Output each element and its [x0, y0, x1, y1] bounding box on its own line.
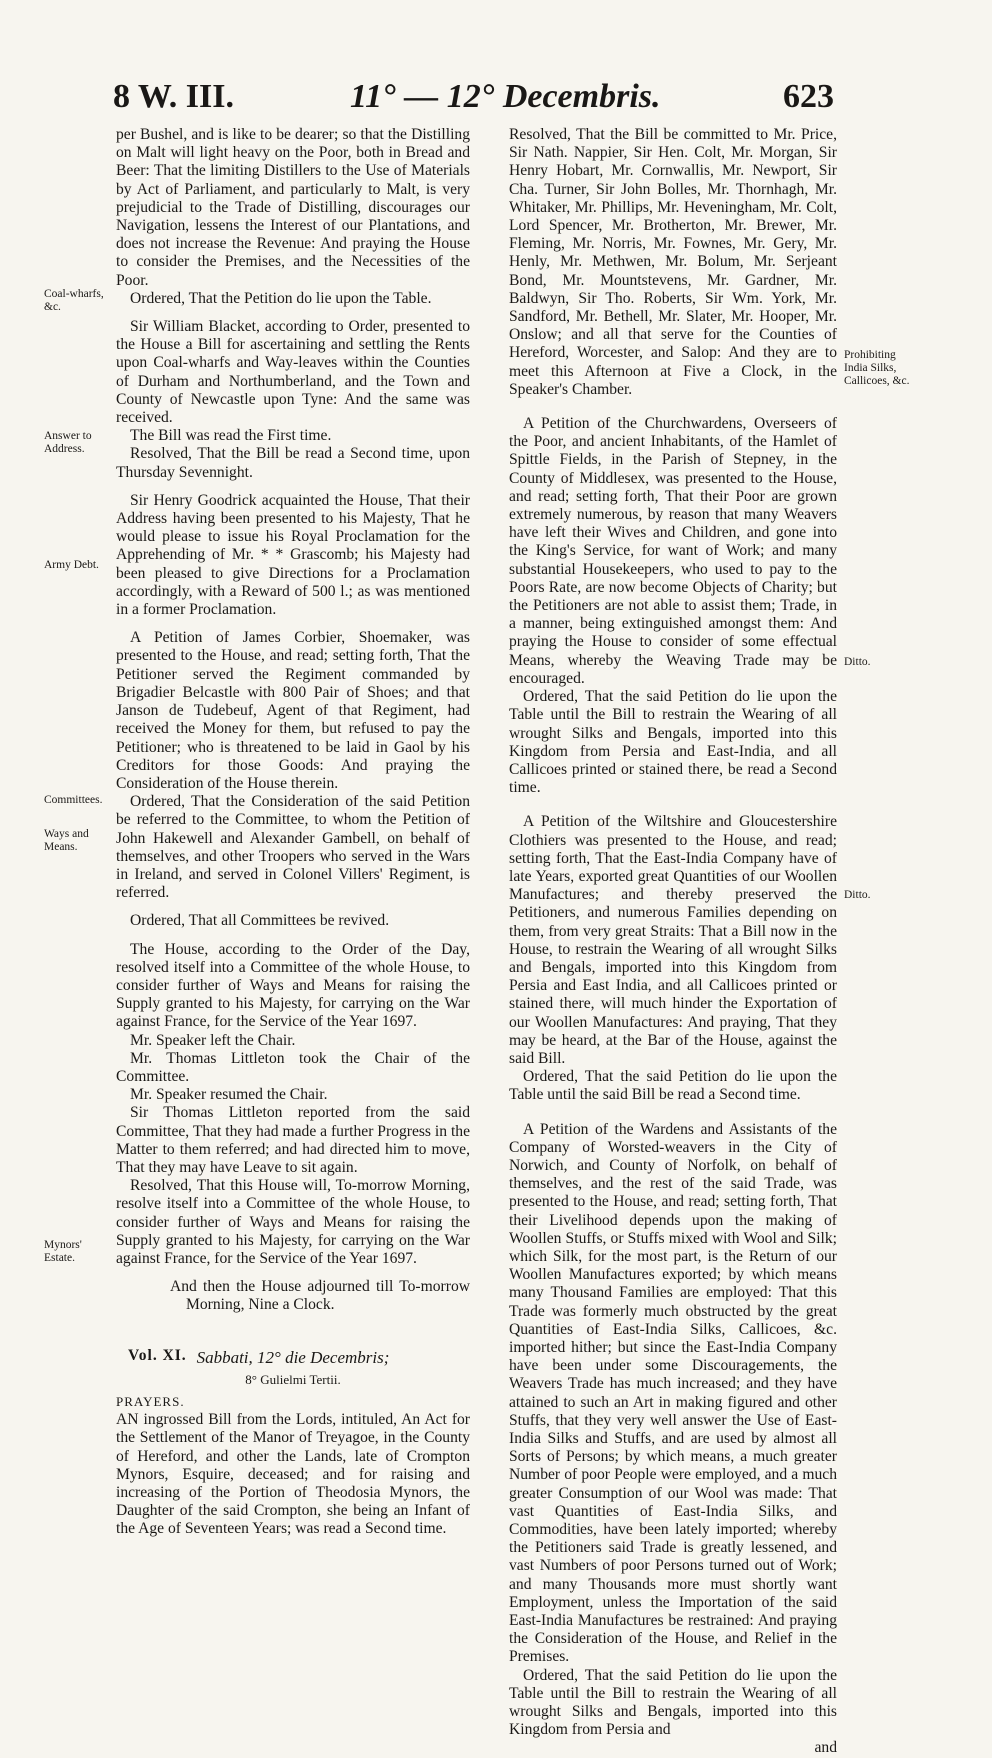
paragraph: Mr. Thomas Littleton took the Chair of the Committee. [116, 1049, 470, 1085]
paragraph: Ordered, That all Committees be revived. [130, 912, 390, 930]
paragraph: Mr. Speaker left the Chair. [130, 1031, 296, 1049]
paragraph: per Bushel, and is like to be dearer; so that the Distilling on Malt will light heavy on the Poor, both in Bread and Beer: That the limiting Distillers to the Use of Materials by Act of Parliament, and particularly to Malt, is very prejudicial to the Trade of Distilling, discourages our Navigation, lessens the Interest of our Plantations, and does not increase the Revenue: And praying the House to consider the Premises, and the Necessities of the Poor. [116, 126, 470, 289]
margin-note-ditto-1: Ditto. [844, 656, 871, 668]
right-column [509, 126, 837, 1758]
margin-note-army-debt: Army Debt. [44, 559, 99, 571]
date-heading: 11° — 12° Decembris. [350, 78, 661, 115]
catchword: and [814, 1739, 837, 1757]
paragraph: Sir William Blacket, according to Order, presented to the House a Bill for ascertaining and settling the Rents upon Coal-wharfs and Way-leaves within the Counties of Durham and Northumberland, and the Town and County of Newcastle upon Tyne: And the same was received. [116, 318, 470, 427]
paragraph: The Bill was read the First time. [130, 427, 332, 445]
margin-note-mynors-estate: Mynors' Estate. [44, 1239, 82, 1264]
paragraph: Resolved, That this House will, To-morrow Morning, resolve itself into a Committee of the whole House, to consider further of Ways and Means for raising the Supply granted to his Majesty, for carrying on the War against France, for the Service of the Year 1697. [116, 1177, 470, 1267]
adjournment: And then the House adjourned till To-morrow Morning, Nine a Clock. [170, 1278, 470, 1314]
regnal-subheading: 8° Gulielmi Tertii. [245, 1371, 341, 1387]
paragraph: Sir Henry Goodrick acquainted the House, That their Address having been presented to his Majesty, That he would please to issue his Royal Proclamation for the Apprehending of Mr. * * Grascomb; his Majesty had been pleased to give Directions for a Proclamation accordingly, with a Reward of 500 l.; as was mentioned in a former Proclamation. [116, 491, 470, 619]
left-column [116, 126, 470, 1539]
prayers-label: PRAYERS. [116, 1394, 185, 1409]
paragraph: Ordered, That the said Petition do lie upon the Table until the said Bill be read a Second time. [509, 1068, 837, 1104]
margin-note-ditto-2: Ditto. [844, 889, 871, 901]
paragraph: Ordered, That the said Petition do lie upon the Table until the Bill to restrain the Wearing of all wrought Silks and Bengals, imported into this Kingdom from Persia and East-India, and all Callicoes printed or stained there, be read a Second time. [509, 688, 837, 797]
margin-note-prohibiting-silks: Prohibiting India Silks, Callicoes, &c. [844, 349, 910, 387]
margin-note-coal-wharfs: Coal-wharfs, &c. [44, 288, 104, 313]
day-heading: Sabbati, 12° die Decembris; [196, 1347, 390, 1367]
paragraph: Ordered, That the said Petition do lie upon the Table until the Bill to restrain the Wearing of all wrought Silks and Bengals, imported into this Kingdom from Persia and [509, 1666, 837, 1739]
paragraph: A Petition of the Churchwardens, Overseers of the Poor, and ancient Inhabitants, of the Hamlet of Spittle Fields, in the Parish of Stepney, in the County of Middlesex, was presented to the House, and read; setting forth, That their Poor are grown extremely numerous, by reason that many Weavers have left their Wives and Children, and gone into the King's Service, for want of Work; and many substantial Housekeepers, who used to pay to the Poors Rate, are now become Objects of Charity; but the Petitioners are not able to assist them; Trade, in a manner, being extinguished amongst them: And praying the House to consider of some effectual Means, whereby the Weaving Trade may be encouraged. [509, 415, 837, 687]
paragraph: A Petition of the Wardens and Assistants of the Company of Worsted-weavers in the City of Norwich, and County of Norfolk, on behalf of themselves, and the rest of the said Trade, was presented to the House, and read; setting forth, That their Livelihood depends upon the making of Woollen Stuffs, or Stuffs mixed with Wool and Silk; which Silk, for the most part, is the Return of our Woollen Manufactures exported; by which means many Thousand Families are employed: That this Trade was formerly much obstructed by the great Quantities of East-India Silks, Callicoes, &c. imported hither; but since the East-India Company have been under some Discouragements, the Weavers Trade has much increased; and they have attained to such an Art in making figured and other Stuffs, that they very well answer the Use of East-India Silks and Stuffs, and are used by almost all Sorts of Persons; by which means, a much greater Number of poor People were employed, and a much greater Consumption of our Wool was made: That vast Quantities of East-India Silks, and Commodities, have been lately imported; whereby the Petitioners said Trade is greatly lessened, and vast Numbers of poor Persons turned out of Work; and many Thousands more must shortly want Employment, unless the Importation of the said East-India Manufactures be restrained: And praying the Consideration of the House, and Relief in the Premises. [509, 1120, 837, 1666]
paragraph: Sir Thomas Littleton reported from the said Committee, That they had made a further Progress in the Matter to them referred; and had directed him to move, That they may have Leave to sit again. [116, 1104, 470, 1176]
paragraph: A Petition of the Wiltshire and Gloucestershire Clothiers was presented to the House, and read; setting forth, That the East-India Company have of late Years, exported great Quantities of our Woollen Manufactures; and thereby preserved the Petitioners, and numerous Families depending on them, from very great Straits: That a Bill now in the House, to restrain the Wearing of all wrought Silks and Bengals, imported into this Kingdom from Persia and East India, and all Callicoes printed or stained there, will much hinder the Exportation of our Woollen Manufactures: And praying, That they may be heard, at the Bar of the House, against the said Bill. [509, 813, 837, 1067]
paragraph: Resolved, That the Bill be committed to Mr. Price, Sir Nath. Nappier, Sir Hen. Colt, Mr. Morgan, Sir Henry Hobart, Mr. Cornwallis, Mr. Newport, Sir Cha. Turner, Sir John Bolles, Mr. Thornhagh, Mr. Whitaker, Mr. Phillips, Mr. Heveningham, Mr. Colt, Lord Spencer, Mr. Brotherton, Mr. Brewer, Mr. Fleming, Mr. Norris, Mr. Fownes, Mr. Gery, Mr. Henly, Mr. Methwen, Mr. Bolum, Mr. Serjeant Bond, Mr. Mountstevens, Mr. Gardner, Mr. Baldwyn, Sir Tho. Roberts, Sir Wm. York, Mr. Sandford, Mr. Bethell, Mr. Slater, Mr. Hooper, Mr. Onslow; and all that serve for the Counties of Hereford, Worcester, and Salop: And they are to meet this Afternoon at Five a Clock, in the Speaker's Chamber. [509, 126, 837, 398]
paragraph: Ordered, That the Consideration of the said Petition be referred to the Committee, to whom the Petition of John Hakewell and Alexander Gambell, on behalf of themselves, and other Troopers who served in the Wars in Ireland, and served in Colonel Villers' Regiment, is referred. [116, 793, 470, 902]
margin-note-ways-and-means: Ways and Means. [44, 828, 89, 853]
margin-note-committees: Committees. [44, 794, 103, 806]
paragraph: Resolved, That the Bill be read a Second time, upon Thursday Sevennight. [116, 445, 470, 481]
paragraph: A Petition of James Corbier, Shoemaker, was presented to the House, and read; setting forth, That the Petitioner served the Regiment commanded by Brigadier Belcastle with 800 Pair of Shoes; and that Janson de Tudebeuf, Agent of that Regiment, had received the Money for them, but refused to pay the Petitioner; who is threatened to be laid in Gaol by his Creditors for those Goods: And praying the Consideration of the House therein. [116, 629, 470, 792]
regnal-year: 8 W. III. [113, 78, 234, 115]
volume-footer: Vol. XI. [128, 1347, 187, 1364]
paragraph: AN ingrossed Bill from the Lords, intituled, An Act for the Settlement of the Manor of Treyagoe, in the County of Hereford, and other the Lands, late of Crompton Mynors, Esquire, deceased; and for raising and increasing of the Portion of Theodosia Mynors, the Daughter of the said Crompton, she being an Infant of the Age of Seventeen Years; was read a Second time. [116, 1411, 470, 1538]
paragraph: The House, according to the Order of the Day, resolved itself into a Committee of the whole House, to consider further of Ways and Means for raising the Supply granted to his Majesty, for carrying on the War against France, for the Service of the Year 1697. [116, 940, 470, 1031]
margin-note-answer-to-address: Answer to Address. [44, 430, 92, 455]
paragraph: Ordered, That the Petition do lie upon the Table. [130, 289, 432, 307]
paragraph: Mr. Speaker resumed the Chair. [130, 1086, 328, 1104]
page-number: 623 [783, 78, 834, 115]
